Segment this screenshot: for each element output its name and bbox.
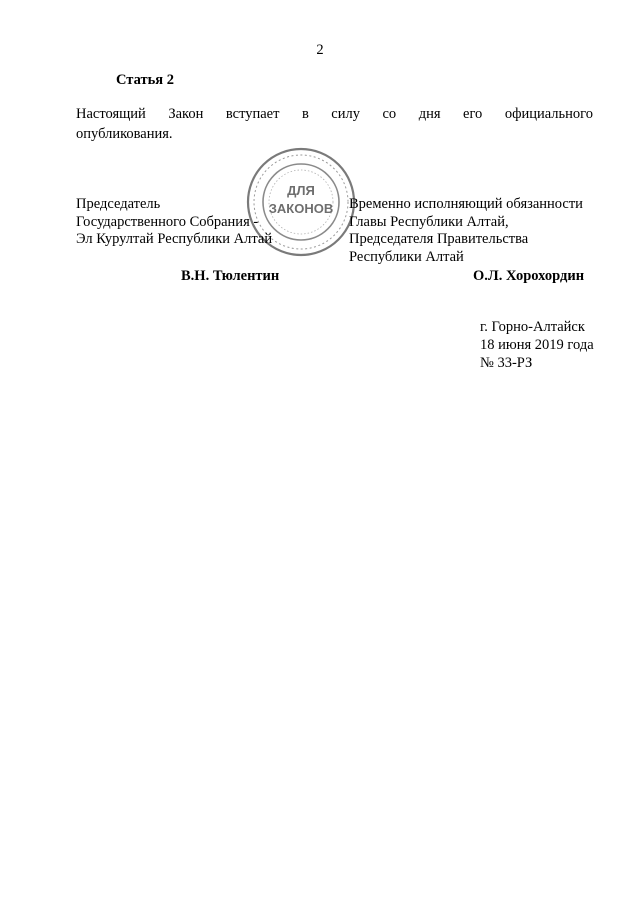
right-title-line: Временно исполняющий обязанности <box>349 196 583 212</box>
article-text-line-2: опубликования. <box>76 126 173 142</box>
place-date-number-block <box>480 318 594 372</box>
left-title-line: Председатель <box>76 196 161 212</box>
stamp-text-line-2: ЗАКОНОВ <box>268 201 334 216</box>
stamp-text-line-1: ДЛЯ <box>287 183 315 198</box>
page-number: 2 <box>316 42 324 58</box>
left-signatory-title <box>76 196 272 249</box>
law-number: № 33-РЗ <box>480 355 533 371</box>
left-title-line: Государственного Собрания - <box>76 213 259 230</box>
left-signatory-name: В.Н. Тюлентин <box>181 268 280 284</box>
left-title-line: Эл Курултай Республики Алтай <box>76 231 273 247</box>
article-heading: Статья 2 <box>116 72 174 88</box>
right-signatory-name: О.Л. Хорохордин <box>473 268 585 284</box>
date: 18 июня 2019 года <box>480 337 594 353</box>
city: г. Горно-Алтайск <box>480 319 585 335</box>
article-text-line-1: Настоящий Закон вступает в силу со дня его официального <box>76 106 593 122</box>
right-title-line: Председателя Правительства <box>349 231 529 247</box>
right-title-line: Республики Алтай <box>349 248 464 265</box>
right-signatory-title <box>349 196 583 266</box>
right-title-line: Главы Республики Алтай, <box>349 213 509 230</box>
